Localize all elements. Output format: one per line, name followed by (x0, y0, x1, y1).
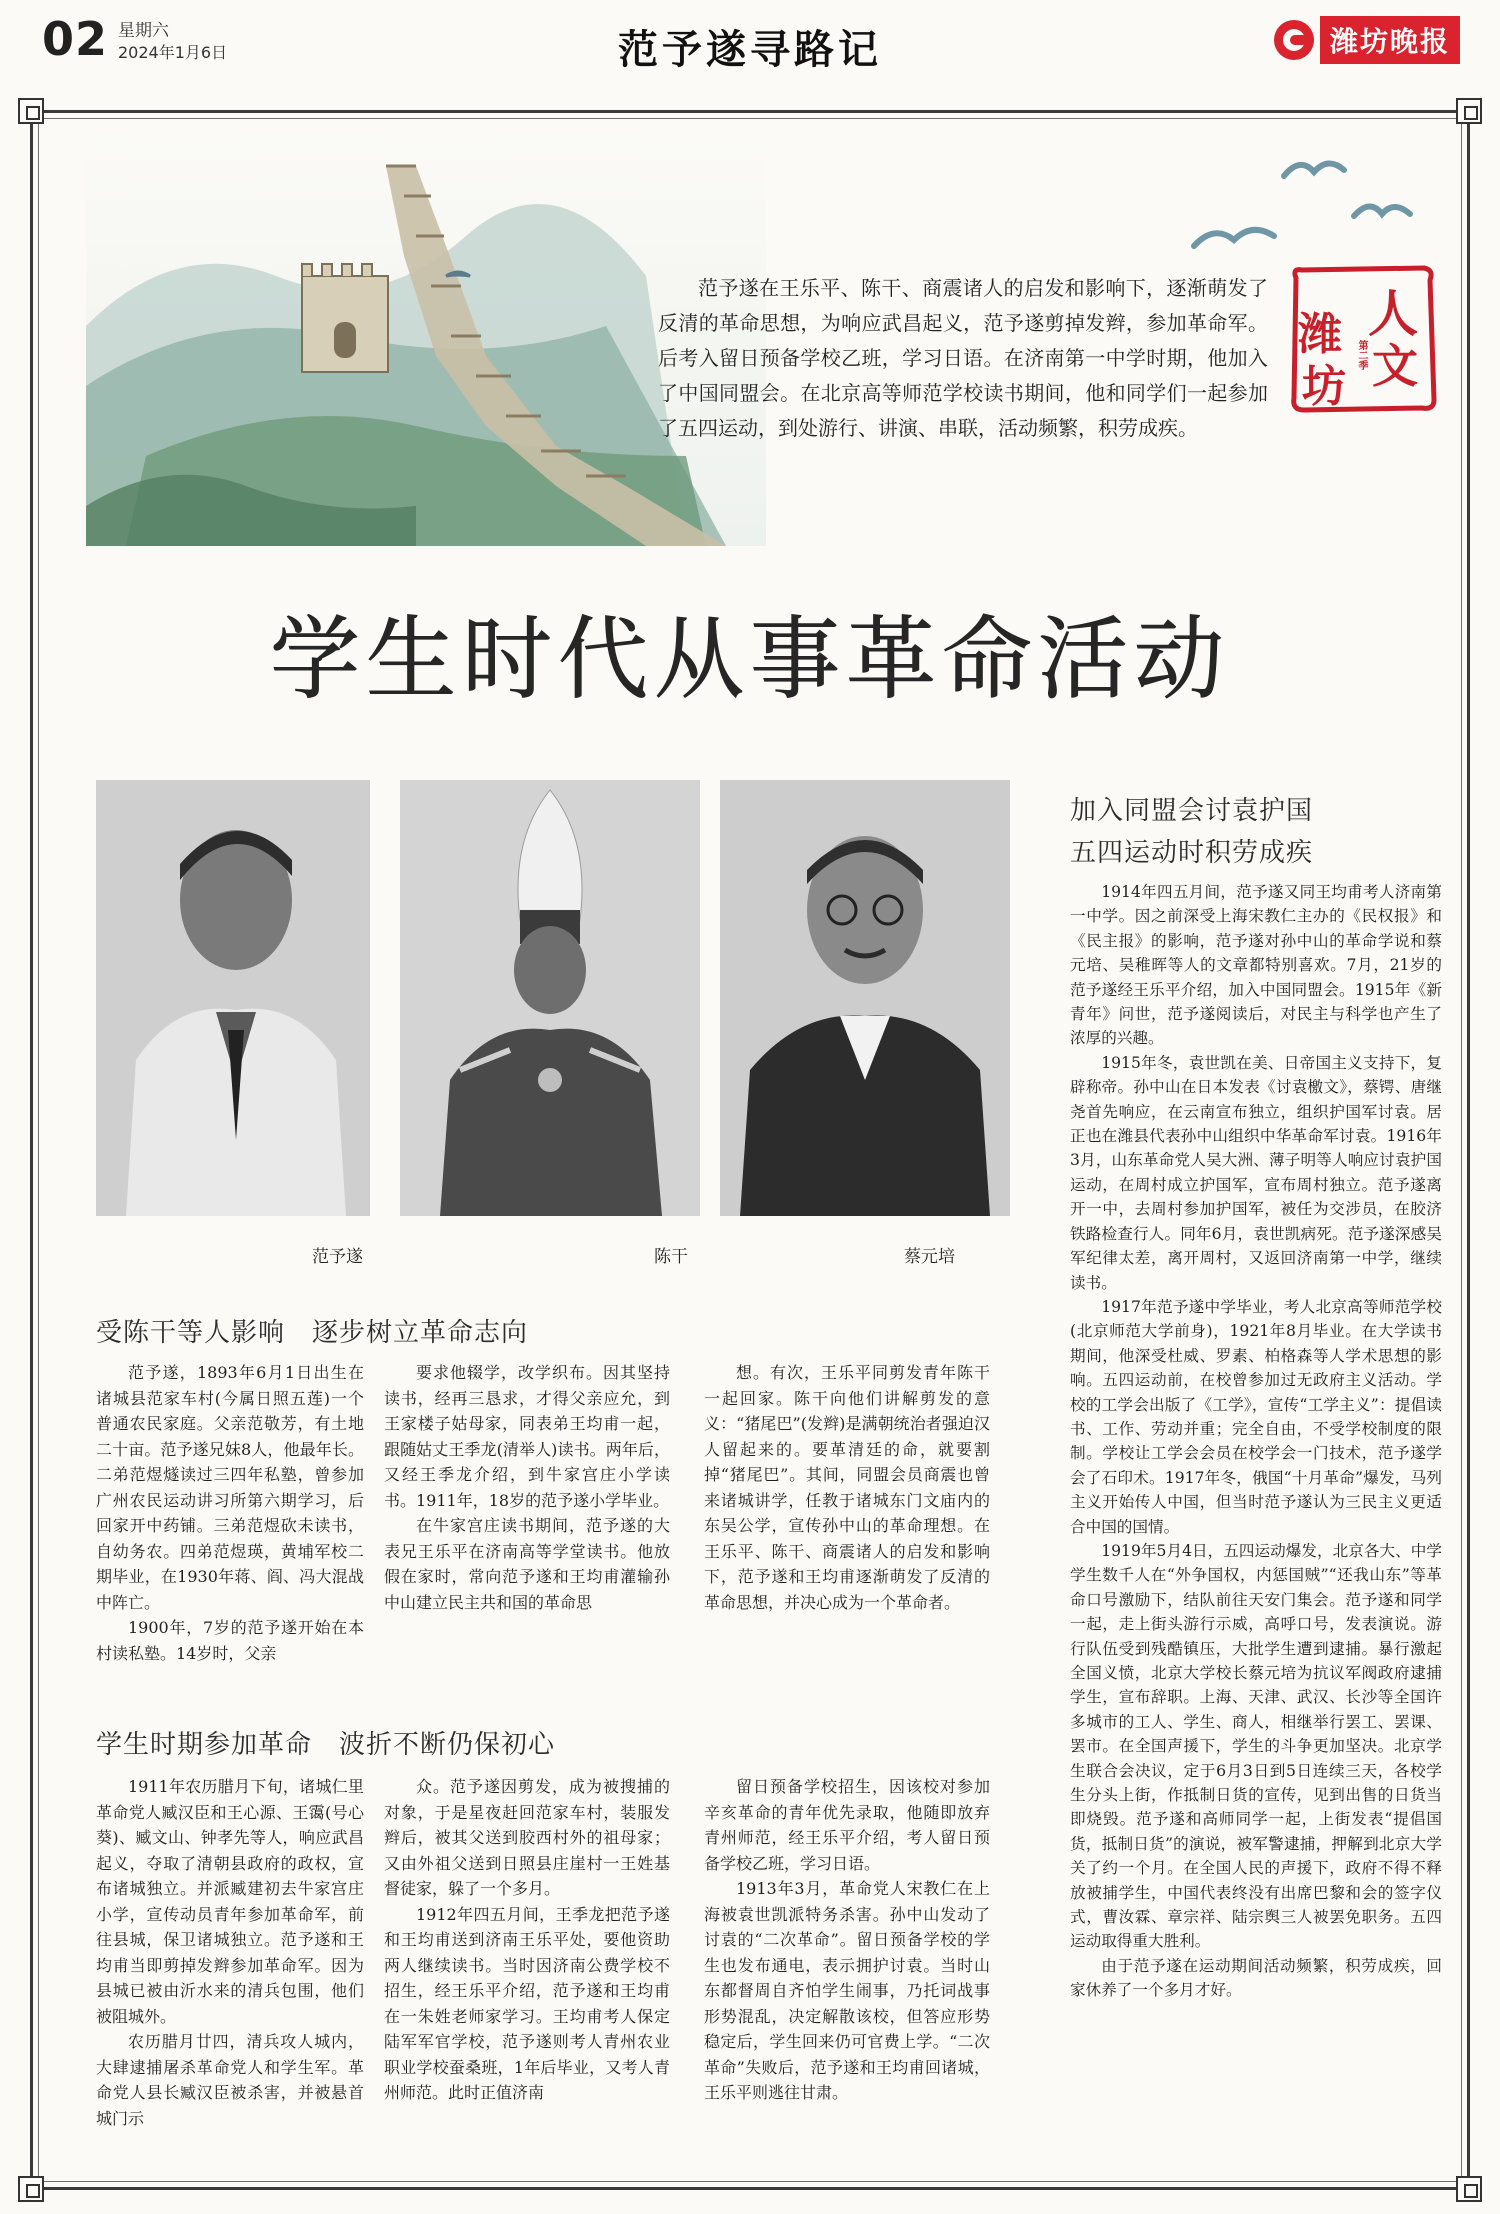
paragraph: 要求他辍学，改学织布。因其坚持读书，经再三恳求，才得父亲应允，到王家楼子姑母家，同表弟王均甫一起，跟随姑丈王季龙(清举人)读书。两年后，又经王季龙介绍，到牛家宫庄小学读书。1911年，18岁的范予遂小学毕业。 (384, 1363, 670, 1510)
masthead (0, 0, 1500, 84)
hero (46, 126, 1454, 566)
headline: 学生时代从事革命活动 (270, 607, 1230, 712)
paragraph: 1913年3月，革命党人宋教仁在上海被袁世凯派特务杀害。孙中山发动了讨袁的“二次革命”。留日预备学校的学生也发布通电，表示拥护讨袁。当时山东都督周自齐怕学生闹事，乃托词战事形势混乱，决定解散该校，但答应形势稳定后，学生回来仍可官费上学。“二次革命”失败后，范予遂和王均甫回诸城，王乐平则逃往甘肃。 (704, 1879, 990, 2102)
article-column (704, 1360, 990, 1680)
paragraph: 1912年四五月间，王季龙把范予遂和王均甫送到济南王乐平处，要他资助两人继续读书。当时因济南公费学校不招生，经王乐平介绍，范予遂和王均甫在一朱姓老师家学习。王均甫考人保定陆军军官学校，范予遂则考人青州农业职业学校蚕桑班，1年后毕业，又考人青州师范。此时正值济南 (384, 1904, 670, 2102)
seal-characters (1288, 264, 1438, 414)
photo-caption: 陈干 (654, 1247, 688, 1267)
frame-corner-ornament (18, 98, 44, 124)
paragraph: 1914年四五月间，范予遂又同王均甫考人济南第一中学。因之前深受上海宋教仁主办的《民权报》和《民主报》的影响，范予遂对孙中山的革命学说和蔡元培、吴稚晖等人的文章都特别喜欢。7月，21岁的范予遂经王乐平介绍，加入中国同盟会。1915年《新青年》问世，范予遂阅读后，对民主与科学也产生了浓厚的兴趣。 (1070, 883, 1442, 1048)
frame-corner-ornament (18, 2176, 44, 2202)
frame-corner-ornament (1456, 2176, 1482, 2202)
article-column (384, 1774, 670, 2174)
brand-name: 潍坊晚报 (1320, 16, 1460, 64)
article-column (96, 1360, 364, 1680)
seal-char: 文 (1372, 339, 1418, 393)
paragraph: 留日预备学校招生，因该校对参加辛亥革命的青年优先录取，他随即放弃青州师范，经王乐平介绍，考人留日预备学校乙班，学习日语。 (704, 1777, 990, 1873)
issue-date: 2024年1月6日 (118, 43, 228, 62)
photo-caption: 蔡元培 (904, 1247, 955, 1267)
section-heading: 五四运动时积劳成疾 (1070, 838, 1314, 868)
article-column (704, 1774, 990, 2174)
page-number: 02 (42, 12, 109, 66)
seal-char: 人 (1368, 285, 1418, 343)
section-heading: 加入同盟会讨袁护国 (1070, 796, 1314, 826)
paragraph: 1911年农历腊月下旬，诸城仁里革命党人臧汉臣和王心源、王霭(号心葵)、臧文山、钟孝先等人，响应武昌起义，夺取了清朝县政府的政权，宣布诸城独立。并派臧建初去牛家宫庄小学，宣传动员青年参加革命军，前往县城，保卫诸城独立。范予遂和王均甫当即剪掉发辫参加革命军。因为县城已被由沂水来的清兵包围，他们被阻城外。 (96, 1777, 364, 2026)
section-title: 范予遂寻路记 (618, 27, 882, 73)
column-seal (1288, 264, 1438, 414)
paragraph: 1917年范予遂中学毕业，考人北京高等师范学校(北京师范大学前身)，1921年8月毕业。在大学读书期间，他深受杜威、罗素、柏格森等人学术思想的影响。五四运动前，在校曾参加过无政府主义活动。学校的工学会出版了《工学》，宣传“工学主义”：提倡读书、工作、劳动并重；完全自由，不受学校制度的限制。学校让工学会会员在校学会一门技术，范予遂学会了石印术。1917年冬，俄国“十月革命”爆发，马列主义开始传人中国，但当时范予遂认为三民主义更适合中国的国情。 (1070, 1297, 1442, 1536)
weekday: 星期六 (118, 21, 169, 41)
paragraph: 范予遂，1893年6月1日出生在诸城县范家车村(今属日照五莲)一个普通农民家庭。父亲范敬芳，有土地二十亩。范予遂兄妹8人，他最年长。二弟范煜燧读过三四年私塾，曾参加广州农民运动讲习所第六期学习，后回家开中药铺。三弟范煜砍未读书，自幼务农。四弟范煜瑛，黄埔军校二期毕业，在1930年蒋、阎、冯大混战中阵亡。 (96, 1363, 364, 1612)
portrait-photo (720, 780, 1010, 1216)
paragraph: 由于范予遂在运动期间活动频繁，积劳成疾，回家休养了一个多月才好。 (1070, 1956, 1442, 2000)
portrait-photo (400, 780, 700, 1216)
paragraph: 在牛家宫庄读书期间，范予遂的大表兄王乐平在济南高等学堂读书。他放假在家时，常向范予遂和王均甫灌输孙中山建立民主共和国的革命思 (384, 1516, 670, 1612)
paragraph: 农历腊月廿四，清兵攻人城内，大肆逮捕屠杀革命党人和学生军。革命党人县长臧汉臣被杀害，并被悬首城门示 (96, 2032, 364, 2128)
intro-text: 范予遂在王乐平、陈干、商震诸人的启发和影响下，逐渐萌发了反清的革命思想，为响应武昌起义，范予遂剪掉发辫，参加革命军。后考入留日预备学校乙班，学习日语。在济南第一中学时期，他加入了中国同盟会。在北京高等师范学校读书期间，他和同学们一起参加了五四运动，到处游行、讲演、串联，活动频繁，积劳成疾。 (658, 276, 1268, 440)
portrait-fan-yusui-icon (96, 780, 370, 1216)
brand (1274, 16, 1460, 64)
paragraph: 众。范予遂因剪发，成为被搜捕的对象，于是星夜赶回范家车村，装服发辫后，被其父送到胶西村外的祖母家；又由外祖父送到日照县庄崖村一王姓基督徒家，躲了一个多月。 (384, 1777, 670, 1898)
paragraph: 1915年冬，袁世凯在美、日帝国主义支持下，复辟称帝。孙中山在日本发表《讨袁檄文》，蔡锷、唐继尧首先响应，在云南宣布独立，组织护国军讨袁。居正也在潍县代表孙中山组织中华革命军讨袁。1916年3月，山东革命党人吴大洲、薄子明等人响应讨袁护国运动，在周村成立护国军，宣布周村独立。范予遂离开一中，去周村参加护国军，被任为交涉员，在胶济铁路检查行人。同年6月，袁世凯病死。范予遂深感吴军纪律太差，离开周村，又返回济南第一中学，继续读书。 (1070, 1053, 1442, 1292)
paragraph: 想。有次，王乐平同剪发青年陈干一起回家。陈干向他们讲解剪发的意义：“猪尾巴”(发辫)是满朝统治者强迫汉人留起来的。要革清廷的命，就要割掉“猪尾巴”。其间，同盟会员商震也曾来诸城讲学，任教于诸城东门文庙内的东吴公学，宣传孙中山的革命理想。在王乐平、陈干、商震诸人的启发和影响下，范予遂和王均甫逐渐萌发了反清的革命思想，并决心成为一个革命者。 (704, 1363, 990, 1612)
portrait-cai-yuanpei-icon (720, 780, 1010, 1216)
article-column (1070, 880, 1442, 2176)
seal-char: 潍 (1298, 309, 1342, 360)
section-heading: 受陈干等人影响 逐步树立革命志向 (96, 1318, 529, 1348)
frame-corner-ornament (1456, 98, 1482, 124)
paragraph: 1919年5月4日，五四运动爆发，北京各大、中学学生数千人在“外争国权，内惩国贼”“还我山东”等革命口号激励下，结队前往天安门集会。范予遂和同学一起，走上街头游行示威，高呼口号，发表演说。游行队伍受到残酷镇压，大批学生遭到逮捕。暴行激起全国义愤，北京大学校长蔡元培为抗议军阀政府逮捕学生，宣布辞职。上海、天津、武汉、长沙等全国许多城市的工人、学生、商人，相继举行罢工、罢课、罢市。在全国声援下，学生的斗争更加坚决。北京学生联合会决议，定于6月3日到5日连续三天，各校学生分头上街，作抵制日货的宣传，见到出售的日货当即烧毁。范予遂和高师同学一起，上街发表“提倡国货，抵制日货”的演说，被军警逮捕，押解到北京大学关了约一个月。在全国人民的声援下，政府不得不释放被捕学生，中国代表终没有出席巴黎和会的签字仪式，曹汝霖、章宗祥、陆宗舆三人被罢免职务。五四运动取得重大胜利。 (1070, 1541, 1442, 1951)
seal-char: 坊 (1302, 361, 1346, 412)
portrait-chen-gan-icon (400, 780, 700, 1216)
section-heading: 学生时期参加革命 波折不断仍保初心 (96, 1730, 556, 1760)
article-column (384, 1360, 670, 1680)
photo-caption: 范予遂 (312, 1247, 363, 1267)
paragraph: 1900年，7岁的范予遂开始在本村读私塾。14岁时，父亲 (96, 1618, 364, 1663)
portrait-photo (96, 780, 370, 1216)
brand-logo-icon (1274, 20, 1314, 60)
seal-series: 第二季 (1356, 340, 1367, 370)
article-column (96, 1774, 364, 2174)
